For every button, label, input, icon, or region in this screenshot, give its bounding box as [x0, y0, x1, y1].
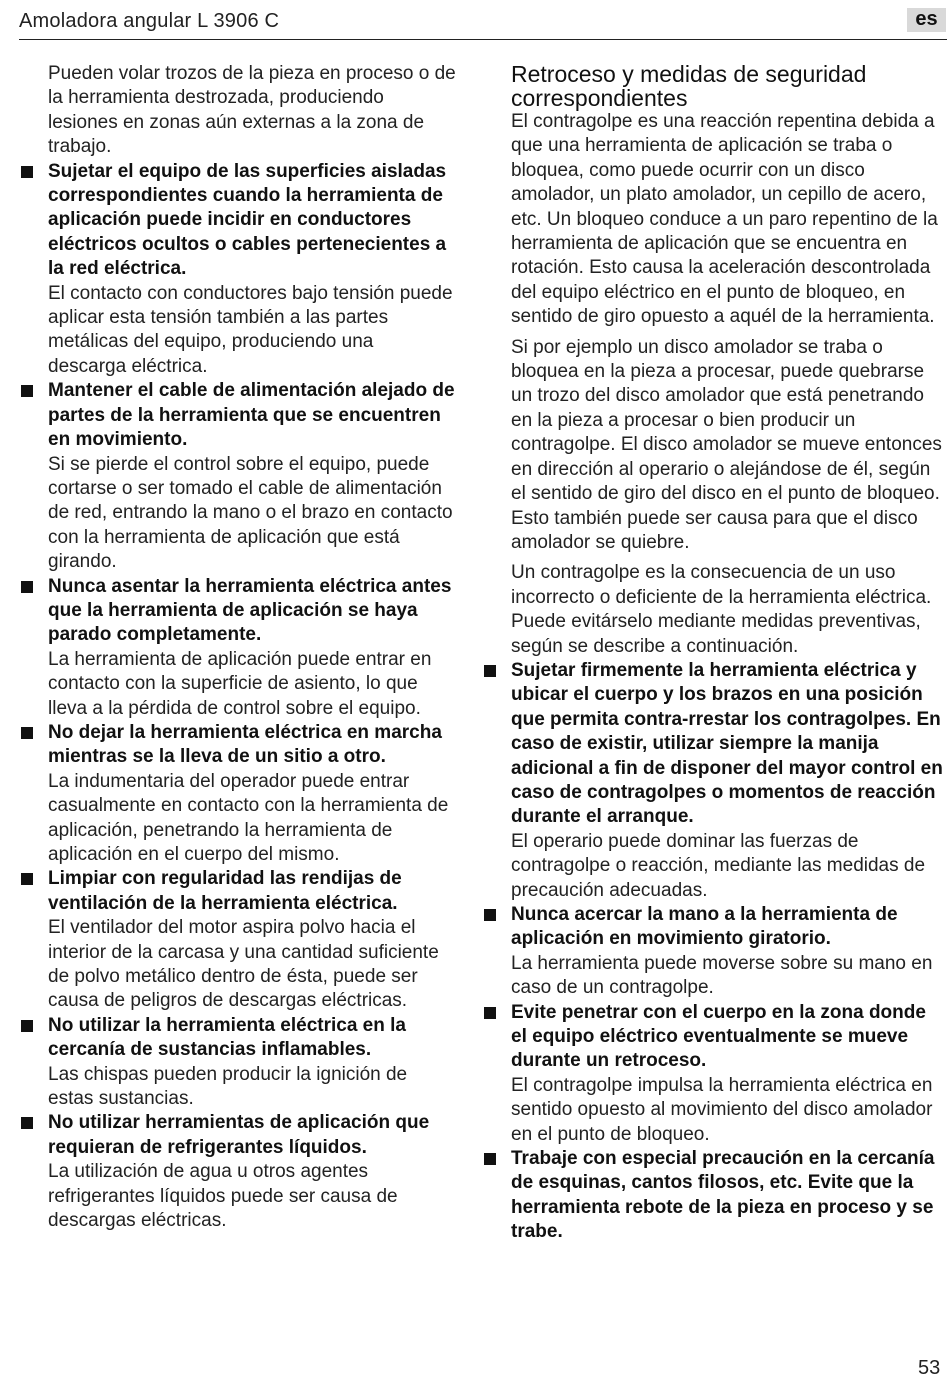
list-item-title: Trabaje con especial precaución en la cercanía de esquinas, cantos filosos, etc. Evite que la herramienta rebote de la pieza en proceso y se trabe. [511, 1148, 935, 1243]
bullet-square-icon [21, 385, 33, 397]
document-title: Amoladora angular L 3906 C [19, 10, 280, 32]
list-item [48, 1014, 456, 1112]
bullet-square-icon [21, 873, 33, 885]
bullet-square-icon [21, 166, 33, 178]
list-item-title: No utilizar herramientas de aplicación que requieran de refrigerantes líquidos. [48, 1112, 430, 1158]
body-paragraph: Un contragolpe es la consecuencia de un uso incorrecto o deficiente de la herramienta eléctrica. Puede evitárselo mediante medidas preventivas, según se describe a continuación. [511, 562, 932, 657]
body-paragraph: El contragolpe es una reacción repentina debida a que una herramienta de aplicación se traba o bloquea, como puede ocurrir con un disco amolador, un plato amolador, un cepillo de acero, etc. Un bloqueo conduce a un paro repentino de la herramienta de aplicación que se encuentra en rotación. Esto causa la aceleración descontrolada del equipo eléctrico en el punto de bloqueo, en sentido de giro opuesto a aquél de la herramienta. [511, 111, 938, 328]
list-item-text: Si se pierde el control sobre el equipo, puede cortarse o ser tomado el cable de alimentación de red, entrando la mano o el brazo en contacto con la herramienta de aplicación que está girando. [48, 453, 453, 573]
list-item [48, 160, 456, 380]
bullet-square-icon [484, 1153, 496, 1165]
list-item-text: La herramienta puede moverse sobre su mano en caso de un contragolpe. [511, 952, 933, 999]
list-item-text: El operario puede dominar las fuerzas de contragolpe o reacción, mediante las medidas de precaución adecuadas. [511, 830, 926, 901]
list-item-text: Las chispas pueden producir la ignición de estas sustancias. [48, 1063, 408, 1110]
section-heading: Retroceso y medidas de seguridad correspondientes [511, 61, 867, 111]
list-item-text: El contacto con conductores bajo tensión puede aplicar esta tensión también a las partes metálicas del equipo, produciendo una descarga eléctrica. [48, 282, 453, 377]
body-paragraph: Si por ejemplo un disco amolador se traba o bloquea en la pieza a procesar, puede quebrarse un trozo del disco amolador que está penetrando en la pieza a procesar o bien producir un contragolpe. El disco amolador se mueve entonces en dirección al operario o alejándose de él, según el sentido de giro del disco en el punto de bloqueo. Esto también puede ser causa para que el disco amolador se quiebre. [511, 336, 942, 553]
list-item [511, 1001, 947, 1147]
list-item-text: La indumentaria del operador puede entrar casualmente en contacto con la herramienta de aplicación, penetrando la herramienta de aplicación en el cuerpo del mismo. [48, 770, 449, 865]
bullet-square-icon [484, 1007, 496, 1019]
list-item [48, 867, 456, 1013]
list-item [48, 1111, 456, 1233]
list-item [48, 721, 456, 867]
list-item-title: No dejar la herramienta eléctrica en marcha mientras se la lleva de un sitio a otro. [48, 721, 442, 768]
right-column [511, 62, 947, 1245]
bullet-square-icon [21, 581, 33, 593]
language-badge: es [907, 8, 946, 32]
list-item [511, 659, 947, 903]
bullet-square-icon [21, 1020, 33, 1032]
bullet-square-icon [484, 909, 496, 921]
list-item-title: Sujetar el equipo de las superficies aisladas correspondientes cuando la herramienta de aplicación puede incidir en conductores eléctricos ocultos o cables pertenecientes a la red eléctrica. [48, 160, 447, 280]
list-item-text: La herramienta de aplicación puede entrar en contacto con la superficie de asiento, lo que lleva a la pérdida de control sobre el equipo. [48, 648, 432, 719]
list-item [511, 1147, 947, 1245]
list-item-text: El contragolpe impulsa la herramienta eléctrica en sentido opuesto al movimiento del disco amolador en el punto de bloqueo. [511, 1074, 933, 1145]
list-item [48, 575, 456, 721]
list-item-title: Limpiar con regularidad las rendijas de ventilación de la herramienta eléctrica. [48, 868, 402, 914]
bullet-square-icon [21, 727, 33, 739]
list-item-text: El ventilador del motor aspira polvo hacia el interior de la carcasa y una cantidad suficiente de polvo metálico dentro de ésta, puede ser causa de peligros de descargas eléctricas. [48, 917, 439, 1012]
list-item-text: La utilización de agua u otros agentes refrigerantes líquidos puede ser causa de descargas eléctricas. [48, 1161, 398, 1232]
list-item [511, 903, 947, 1001]
bullet-square-icon [21, 1117, 33, 1129]
list-item-title: Mantener el cable de alimentación alejado de partes de la herramienta que se encuentren en movimiento. [48, 380, 455, 451]
list-item-title: Sujetar firmemente la herramienta eléctrica y ubicar el cuerpo y los brazos en una posición que permita contra-rrestar los contragolpes. En caso de existir, utilizar siempre la manija adicional a fin de disponer del mayor control en caso de contragolpes o momentos de reacción durante el arranque. [511, 659, 943, 828]
list-item-title: Nunca asentar la herramienta eléctrica antes que la herramienta de aplicación se haya parado completamente. [48, 575, 452, 646]
bullet-square-icon [484, 665, 496, 677]
list-item-title: Evite penetrar con el cuerpo en la zona donde el equipo eléctrico eventualmente se mueve durante un retroceso. [511, 1001, 926, 1072]
list-item-title: No utilizar la herramienta eléctrica en la cercanía de sustancias inflamables. [48, 1014, 406, 1061]
left-column [48, 62, 456, 1234]
intro-paragraph: Pueden volar trozos de la pieza en proceso o de la herramienta destrozada, produciendo lesiones en zonas aún externas a la zona de trabajo. [48, 63, 456, 158]
page-number: 53 [918, 1357, 941, 1379]
header-divider [19, 39, 947, 40]
list-item-title: Nunca acercar la mano a la herramienta de aplicación en movimiento giratorio. [511, 904, 898, 950]
list-item [48, 379, 456, 574]
